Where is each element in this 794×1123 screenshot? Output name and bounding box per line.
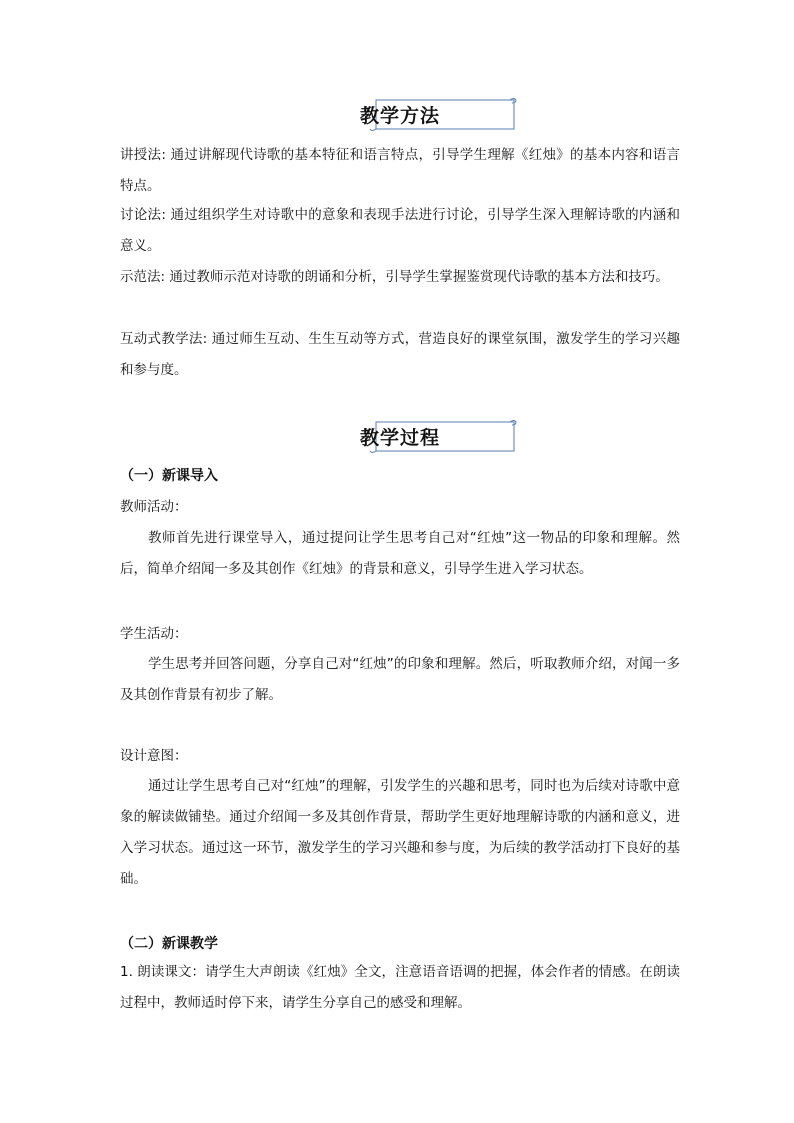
section1-heading: （一）新课导入 — [120, 468, 218, 484]
section-banner-methods — [360, 97, 518, 131]
design-intent-label: 设计意图： — [120, 748, 188, 764]
banner-title: 教学方法 — [360, 104, 441, 127]
method-interactive: 互动式教学法: 通过师生互动、生生互动等方式，营造良好的课堂氛围，激发学生的学习兴趣和参与度。 — [120, 331, 680, 378]
method-discussion: 讨论法: 通过组织学生对诗歌中的意象和表现手法进行讨论，引导学生深入理解诗歌的内涵和意义。 — [120, 207, 680, 254]
student-activity-text: 学生思考并回答问题，分享自己对“红烛”的印象和理解。然后，听取教师介绍，对闻一多及其创作背景有初步了解。 — [120, 656, 680, 703]
banner-title: 教学过程 — [360, 426, 441, 449]
method-demonstration: 示范法: 通过教师示范对诗歌的朗诵和分析，引导学生掌握鉴赏现代诗歌的基本方法和技巧。 — [120, 269, 669, 285]
section-banner-process — [360, 419, 518, 453]
teacher-activity-text: 教师首先进行课堂导入，通过提问让学生思考自己对“红烛”这一物品的印象和理解。然后，简单介绍闻一多及其创作《红烛》的背景和意义，引导学生进入学习状态。 — [120, 530, 680, 577]
design-intent-text: 通过让学生思考自己对“红烛”的理解，引发学生的兴趣和思考，同时也为后续对诗歌中意象的解读做铺垫。通过介绍闻一多及其创作背景，帮助学生更好地理解诗歌的内涵和意义，进入学习状态。通过这一环节，激发学生的学习兴趣和参与度，为后续的教学活动打下良好的基础。 — [120, 778, 680, 887]
student-activity-label: 学生活动： — [120, 626, 188, 642]
teacher-activity-label: 教师活动： — [120, 499, 188, 515]
method-lecture: 讲授法: 通过讲解现代诗歌的基本特征和语言特点，引导学生理解《红烛》的基本内容和语言特点。 — [120, 147, 680, 194]
teaching-item-1: 1. 朗读课文：请学生大声朗读《红烛》全文，注意语音语调的把握，体会作者的情感。在朗读过程中，教师适时停下来，请学生分享自己的感受和理解。 — [120, 964, 680, 1011]
section2-heading: （二）新课教学 — [120, 936, 218, 952]
